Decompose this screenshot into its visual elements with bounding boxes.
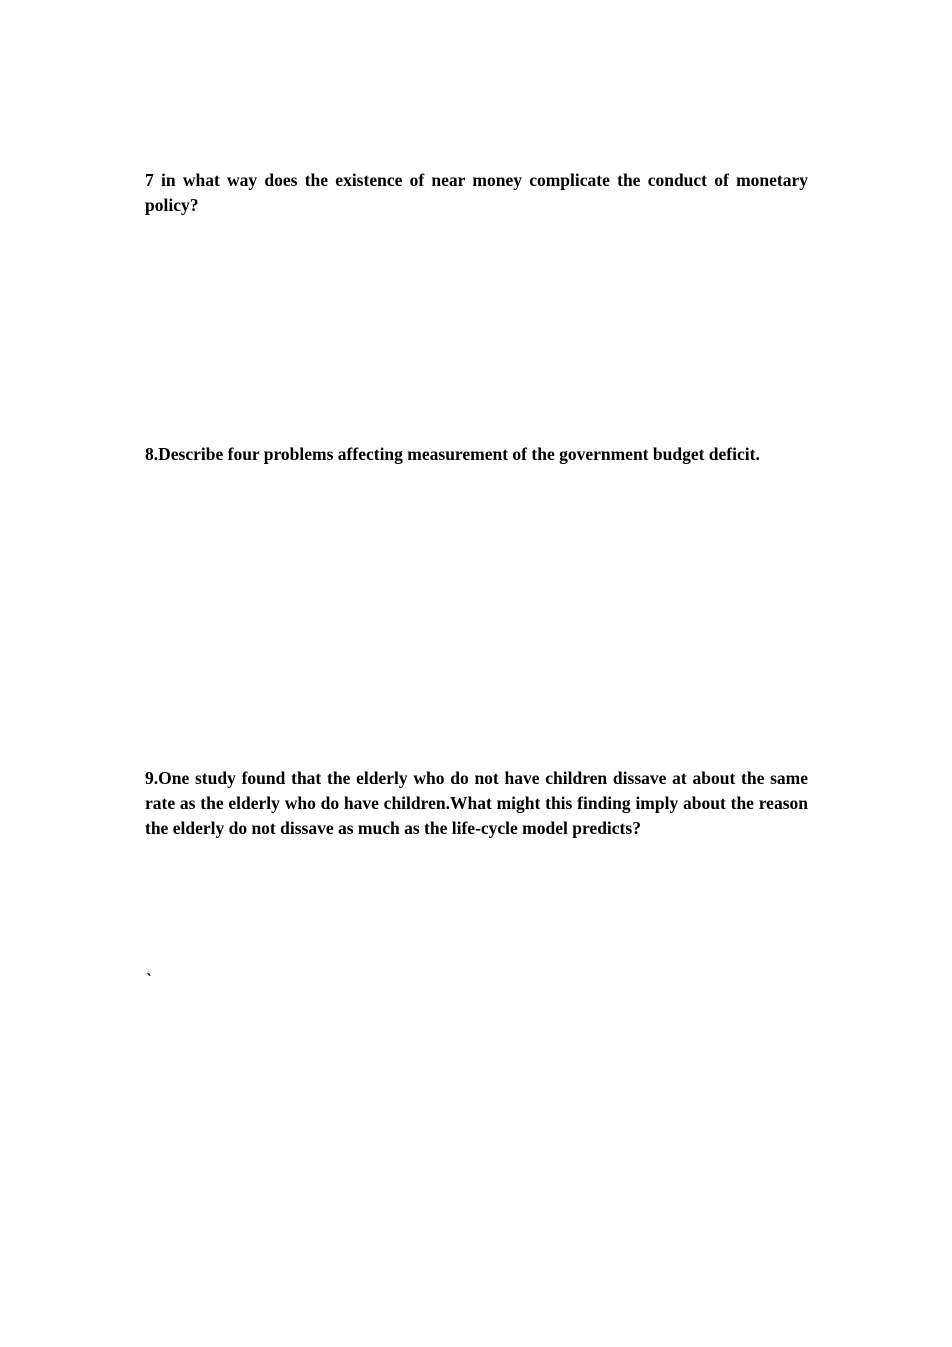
question-8: 8.Describe four problems affecting measurement of the government budget deficit. [145, 444, 760, 464]
stray-mark: ` [146, 970, 152, 990]
question-9: 9.One study found that the elderly who do not have children dissave at about the same rate as the elderly who do have children.What might this finding imply about the reason the elderly do not dissave as much as the life-cycle model predicts? [145, 768, 808, 838]
question-7: 7 in what way does the existence of near money complicate the conduct of monetary policy? [145, 170, 808, 215]
